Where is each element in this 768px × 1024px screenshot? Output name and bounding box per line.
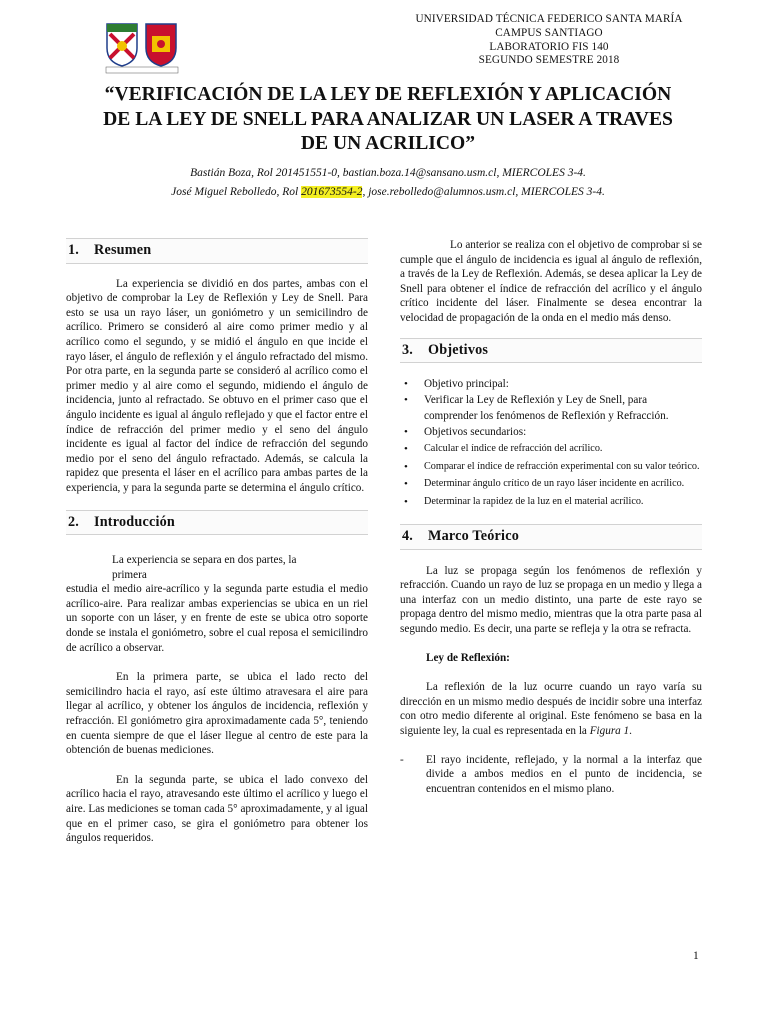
list-item: • Calcular el índice de refracción del acrílico. [424,442,702,456]
intro-paragraph-3: En la segunda parte, se ubica el lado convexo del acrílico hacia el rayo, atravesando este último el acrílico y luego el aire. Las mediciones se toman cada 5° aproximadamente, y al igual que en el primer caso, se gira el goniómetro para obtener los ángulos requeridos. [66,773,368,845]
section-heading-marco-teorico: 4. Marco Teórico [400,524,702,550]
author-line-2 [98,183,678,202]
intro-paragraph-1b: estudia el medio aire-acrílico y la segunda parte estudia el medio acrílico-aire. Para realizar ambas experiencias se ubica en un riel un soporte con un láser, y en frente de este se ubica otro soporte donde se instala el goniómetro, sobre el cual reposa el semicilindro de acrílico a observar. [66,583,368,654]
intro-paragraph-1a: La experiencia se separa en dos partes, la primera [112,554,297,581]
list-item: • Determinar ángulo crítico de un rayo láser incidente en acrílico. [424,477,702,491]
resumen-paragraph: La experiencia se dividió en dos partes, ambas con el objetivo de comprobar la Ley de Reflexión y Ley de Snell. Para esto se usa un rayo láser, un goniómetro y un semicilindro de acrílico. Primero se consideró al aire como primer medio y al acrílico como el segundo, y se midió el ángulo en que incide el rayo láser, el ángulo de reflexión y el ángulo refractado del mismo. Por otra parte, en la segunda parte se consideró al acrílico como el primer medio y al aire como el segundo, midiendo el ángulo de incidencia, junto al refractado. Se obtuvo en el primer caso que el ángulo incidente es igual al ángulo reflejado y que el factor entre el índice de refracción del primer medio y el seno del ángulo incidente es igual al factor del índice de refracción del segundo medio por el seno del ángulo refractado. Además, se calcula la rapidez que presenta el láser en el acrílico para ambas partes de la experiencia, y para la segunda parte se determina el ángulo crítico. [66,277,368,494]
author-line-1: Bastián Boza, Rol 201451551-0, bastian.boza.14@sansano.usm.cl, MIERCOLES 3-4. [190,167,586,179]
author-2-contact: , jose.rebolledo@alumnos.usm.cl, MIERCOLES 3-4. [362,185,605,198]
marco-paragraph-2: La reflexión de la luz ocurre cuando un rayo varía su dirección en un mismo medio después de incidir sobre una interfaz con otro medio diferente al original. Este fenómeno se basa en la siguiente ley, la cual es representada en la Figura 1. [400,681,702,737]
left-column [66,238,368,846]
section-heading-introduccion: 2. Introducción [66,510,368,536]
authors-block [98,164,678,201]
header-line: SEGUNDO SEMESTRE 2018 [478,54,620,67]
right-column [400,238,702,796]
header-line: CAMPUS SANTIAGO [495,26,603,39]
header-line: UNIVERSIDAD TÉCNICA FEDERICO SANTA MARÍA [415,13,683,25]
section-heading-resumen: 1. Resumen [66,238,368,264]
list-item: • Comparar el índice de refracción experimental con su valor teórico. [424,460,702,474]
section-heading-objetivos: 3. Objetivos [400,338,702,364]
figure-reference: Figura 1 [589,724,630,737]
marco-paragraph-1: La luz se propaga según los fenómenos de reflexión y refracción. Cuando un rayo de luz se propaga en un medio y llega a una interfaz con un medio distinto, una parte de este rayo se propaga dentro del mismo medio, mientras que la otra parte pasa al segundo medio. Es decir, una parte se refleja y la otra se refracta. [400,564,702,635]
ley-reflexion-subtitle: Ley de Reflexión: [426,651,510,664]
page-number: 1 [693,950,699,962]
institution-header [396,13,702,68]
university-logo [104,22,180,74]
reflection-law-list [400,753,702,797]
list-item: • Objetivo principal: [424,377,702,392]
header-line: LABORATORIO FIS 140 [489,40,609,53]
continuation-paragraph: Lo anterior se realiza con el objetivo de comprobar si se cumple que el ángulo de incidencia es igual al ángulo de reflexión, a través de la Ley de Reflexión. Además, se desea aplicar la Ley de Snell para obtener el índice de refracción del acrílico y el ángulo crítico incidente del láser. Finalmente se desea encontrar la velocidad de propagación de la onda en el medio más denso. [400,239,702,324]
highlighted-rol: 201673554-2 [301,185,363,198]
list-item: • Verificar la Ley de Reflexión y Ley de Snell, para comprender los fenómenos de Reflexión y Refracción. [424,392,702,425]
objectives-list [400,377,702,509]
list-item: • Objetivos secundarios: [424,425,702,440]
intro-paragraph-2: En la primera parte, se ubica el lado recto del semicilindro hacia el rayo, así este último atravesara el aire para llegar al acrílico, y obtener los ángulos de incidencia, reflexión y refracción. El goniómetro gira aproximadamente cada 5°, teniendo en cuenta siempre de que el láser llegue al centro de este para la obtención de buenas mediciones. [66,671,368,757]
list-item: - El rayo incidente, reflejado, y la normal a la interfaz que divide a ambos medios en el punto de incidencia, se encuentran contenidos en el mismo plano. [426,753,702,797]
document-title: “VERIFICACIÓN DE LA LEY DE REFLEXIÓN Y APLICACIÓN DE LA LEY DE SNELL PARA ANALIZAR UN LASER A TRAVES DE UN ACRILICO” [103,84,673,155]
list-item: • Determinar la rapidez de la luz en el material acrílico. [424,495,702,509]
author-2-name: José Miguel Rebolledo, Rol [171,185,302,198]
